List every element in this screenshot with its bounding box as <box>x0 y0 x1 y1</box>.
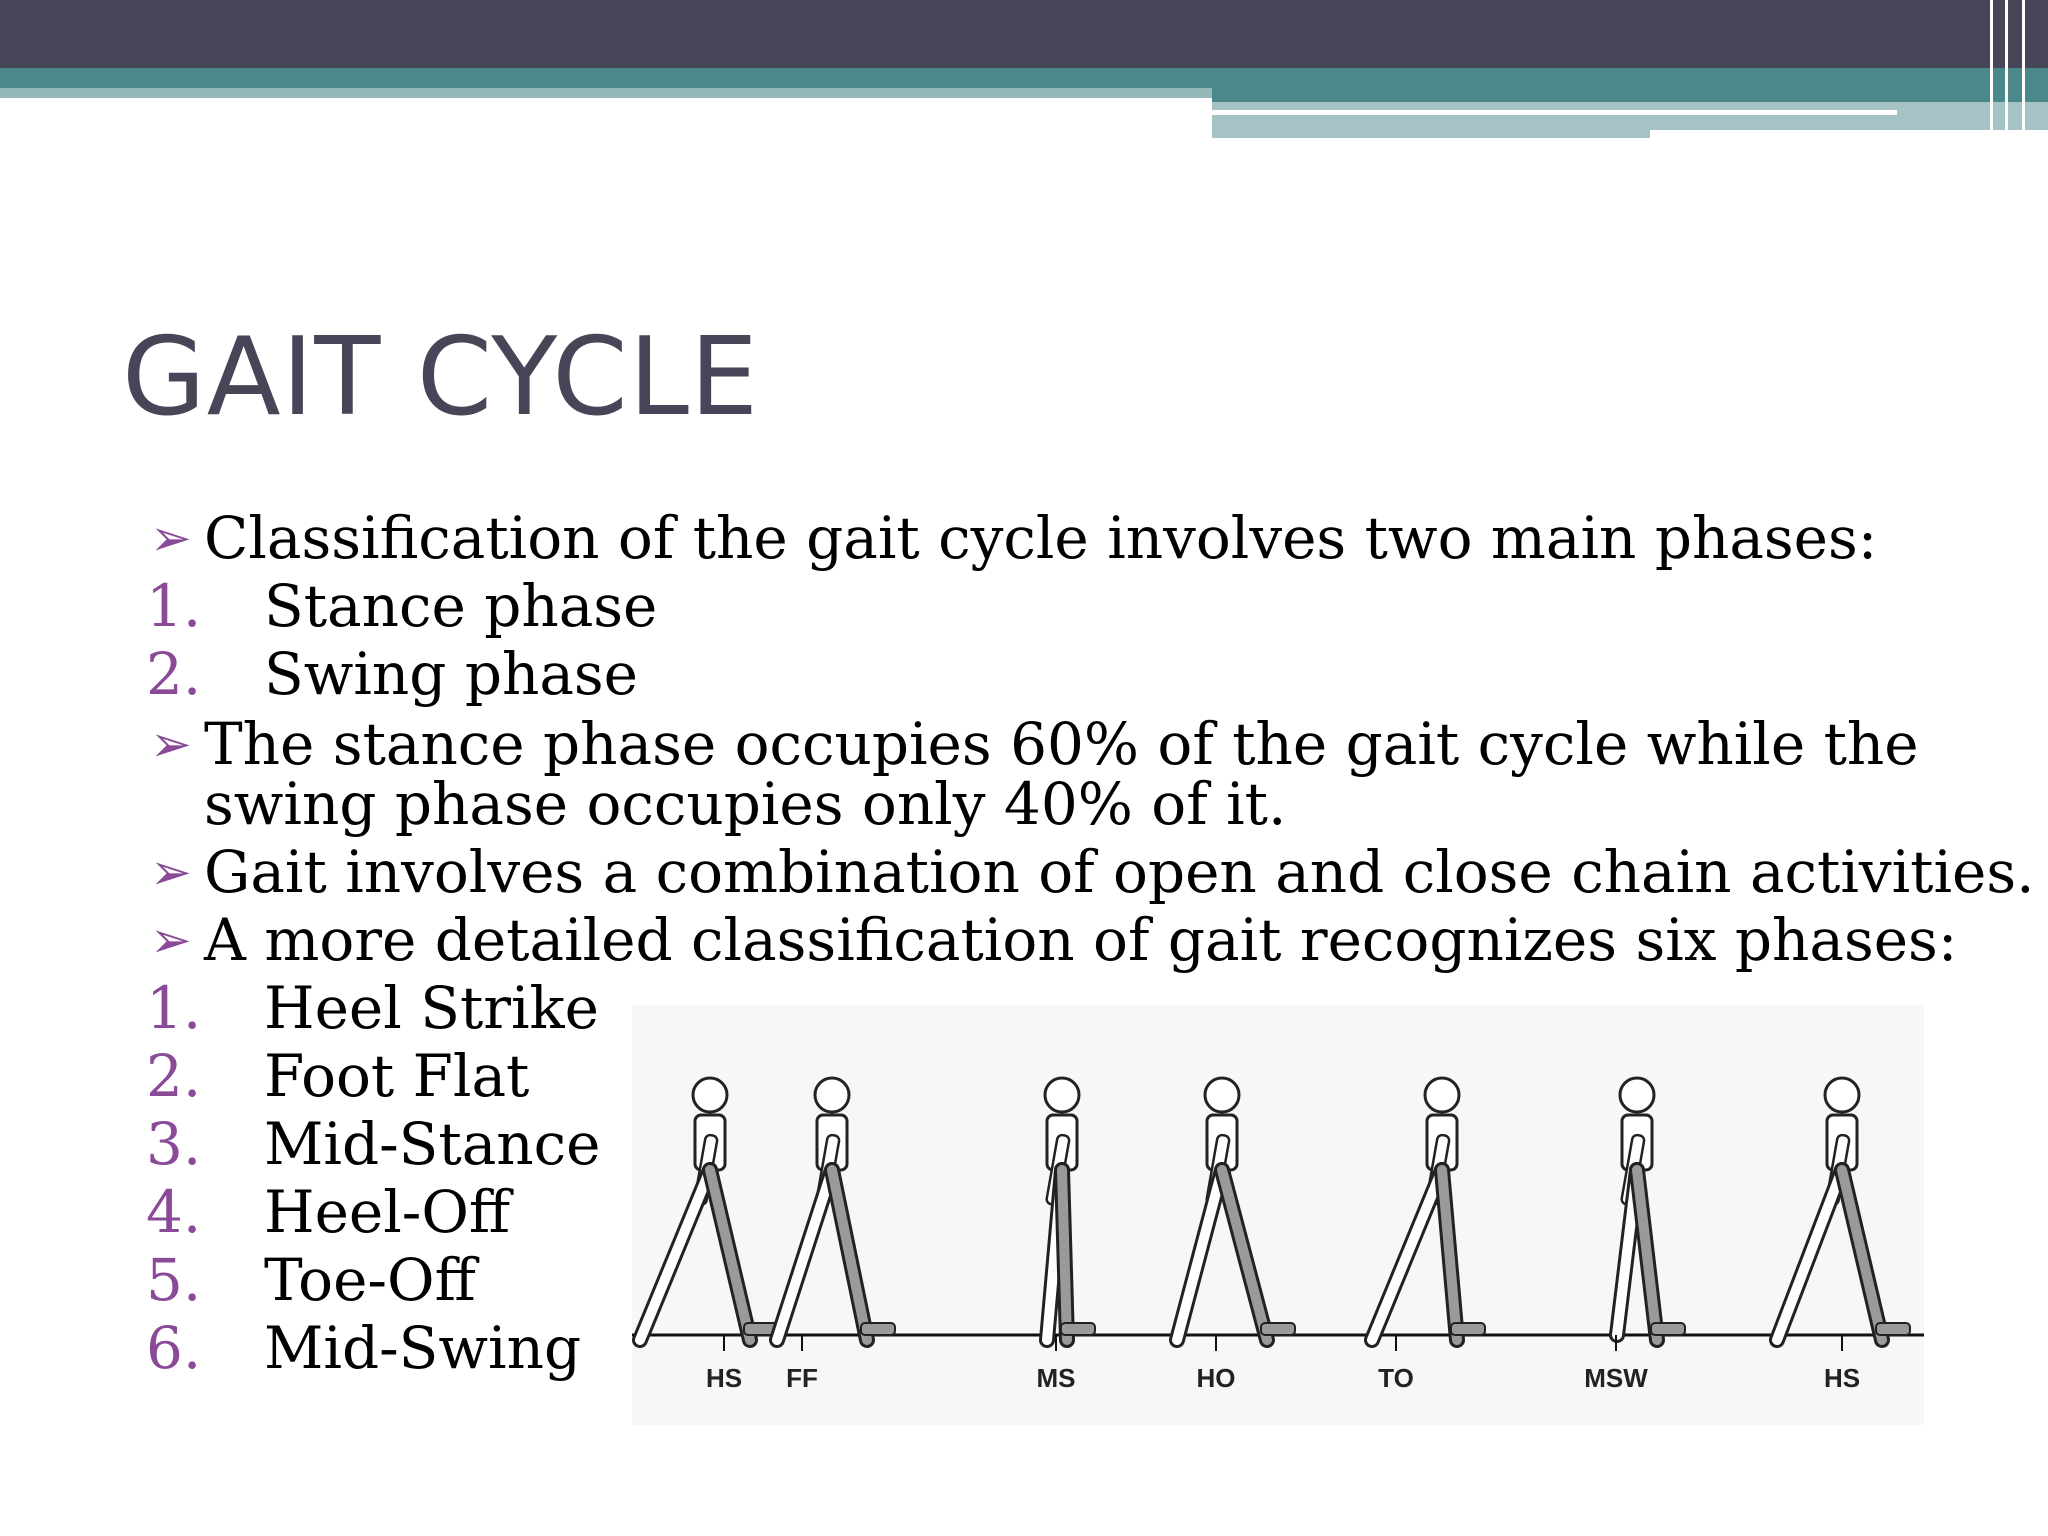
header-accent-band-light <box>0 88 1212 98</box>
header-accent-band-right <box>1212 68 2048 102</box>
header-divider-line-2 <box>1650 130 2048 140</box>
gait-cycle-illustration <box>632 1005 1924 1425</box>
item-number: 1. <box>146 572 202 640</box>
item-text: Mid-Stance <box>264 1110 601 1178</box>
figure-head <box>1425 1078 1459 1112</box>
bullet-text: A more detailed classification of gait recognizes six phases: <box>204 906 1958 974</box>
slide-title: GAIT CYCLE <box>122 315 760 440</box>
figure-foot <box>1451 1323 1485 1335</box>
figure-leg-shaded <box>1842 1170 1882 1340</box>
phase-label: FF <box>786 1363 818 1393</box>
bullet-text: The stance phase occupies 60% of the gait cycle while the <box>204 710 1919 778</box>
header-stripe <box>1990 0 1993 138</box>
arrow-bullet-icon: ➢ <box>150 715 192 773</box>
phase-label: HS <box>705 1363 743 1393</box>
header-accent-band <box>0 68 1212 88</box>
item-number: 2. <box>146 640 202 708</box>
figure-head <box>1205 1078 1239 1112</box>
item-text: Foot Flat <box>264 1042 530 1110</box>
figure-leg-shaded <box>1222 1170 1267 1340</box>
item-number: 6. <box>146 1314 202 1382</box>
phase-label: MSW <box>1584 1363 1648 1393</box>
item-number: 5. <box>146 1246 202 1314</box>
figure-foot <box>1261 1323 1295 1335</box>
figure-head <box>1825 1078 1859 1112</box>
bullet-text-continuation: swing phase occupies only 40% of it. <box>204 770 1287 838</box>
item-text: Heel Strike <box>264 974 600 1042</box>
arrow-bullet-icon: ➢ <box>150 509 192 567</box>
arrow-bullet-icon: ➢ <box>150 911 192 969</box>
figure-leg-white <box>1777 1170 1842 1340</box>
arrow-bullet-icon: ➢ <box>150 843 192 901</box>
figure-leg-white <box>1372 1170 1442 1340</box>
item-number: 2. <box>146 1042 202 1110</box>
item-text: Toe-Off <box>264 1246 476 1314</box>
figure-head <box>1620 1078 1654 1112</box>
header-bar <box>0 0 2048 68</box>
phase-label: MS <box>1036 1363 1076 1393</box>
figure-foot <box>1651 1323 1685 1335</box>
item-number: 3. <box>146 1110 202 1178</box>
gait-cycle-figure <box>632 1005 1924 1425</box>
header-stripe <box>2022 0 2025 138</box>
item-text: Stance phase <box>264 572 658 640</box>
item-text: Heel-Off <box>264 1178 511 1246</box>
bullet-text: Classification of the gait cycle involves two main phases: <box>204 504 1878 572</box>
figure-foot <box>1061 1323 1095 1335</box>
item-number: 4. <box>146 1178 202 1246</box>
figure-foot <box>1876 1323 1910 1335</box>
figure-foot <box>861 1323 895 1335</box>
phase-label: HO <box>1196 1363 1236 1393</box>
item-number: 1. <box>146 974 202 1042</box>
item-text: Mid-Swing <box>264 1314 582 1382</box>
figure-leg-white <box>1177 1170 1222 1340</box>
figure-leg-white <box>640 1170 710 1340</box>
header-divider-line <box>1212 110 1897 115</box>
figure-leg-shaded <box>832 1170 867 1340</box>
figure-head <box>693 1078 727 1112</box>
header-stripe <box>2005 0 2008 138</box>
figure-leg-shaded <box>1062 1170 1067 1340</box>
phase-label: HS <box>1823 1363 1861 1393</box>
figure-head <box>1045 1078 1079 1112</box>
figure-leg-white <box>777 1170 832 1340</box>
item-text: Swing phase <box>264 640 638 708</box>
figure-head <box>815 1078 849 1112</box>
phase-label: TO <box>1378 1363 1414 1393</box>
bullet-text: Gait involves a combination of open and close chain activities. <box>204 838 2035 906</box>
figure-leg-shaded <box>710 1170 750 1340</box>
